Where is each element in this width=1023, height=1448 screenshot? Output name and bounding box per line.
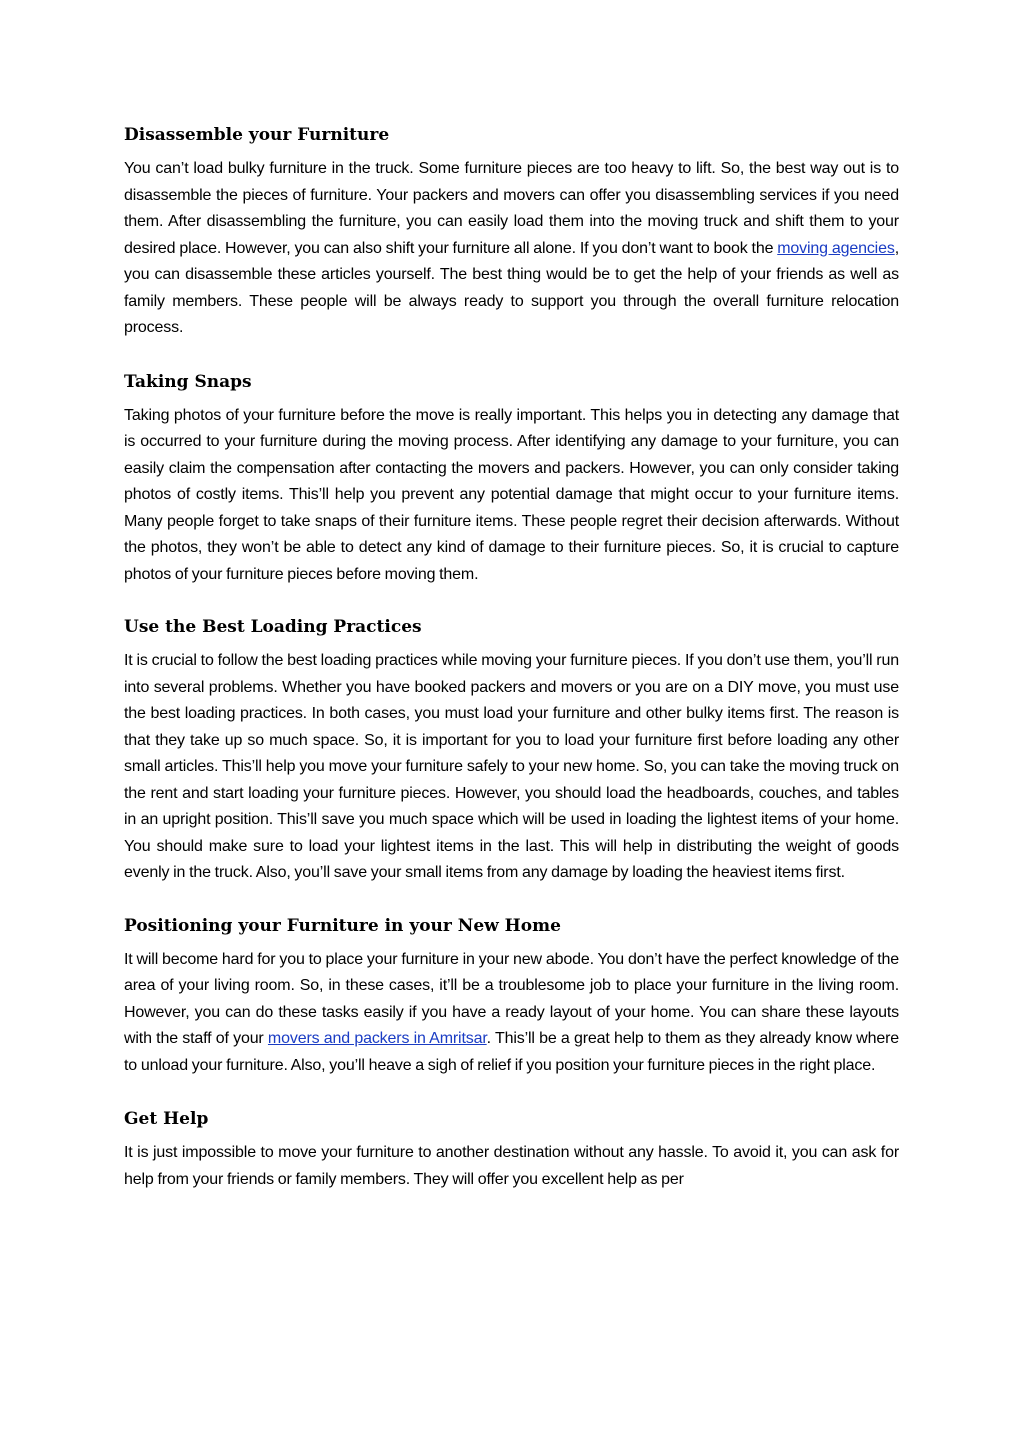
section-paragraph: Taking photos of your furniture before the move is really important. This helps you in detecting any damage that is occurred to your furniture during the moving process. After identifying any damage to your furniture, you can easily claim the compensation after contacting the movers and packers. However, you can only consider taking photos of costly items. This’ll help you prevent any potential damage that might occur to your furniture items. Many people forget to take snaps of their furniture items. These people regret their decision afterwards. Without the photos, they won’t be able to detect any kind of damage to their furniture pieces. So, it is crucial to capture photos of your furniture pieces before moving them. [124, 406, 899, 583]
document-page [124, 122, 899, 1220]
section-get-help [124, 1106, 899, 1193]
section-heading: Disassemble your Furniture [124, 125, 390, 145]
paragraph-text: , you can disassemble these articles yourself. The best thing would be to get the help of your friends as well as family members. These people will be always ready to support you through the overall furniture relocation process. [124, 239, 899, 336]
section-positioning [124, 913, 899, 1080]
paragraph-text: . This’ll be a great help to them as they already know where to unload your furniture. Also, you’ll heave a sigh of relief if you position your furniture pieces in the right place. [124, 1030, 899, 1074]
paragraph-text: It will become hard for you to place your furniture in your new abode. You don’t have the perfect knowledge of the area of your living room. So, in these cases, it’ll be a troublesome job to place your furniture in the living room. However, you can do these tasks easily if you have a ready layout of your home. You can share these layouts with the staff of your [124, 950, 899, 1047]
section-paragraph: It is just impossible to move your furniture to another destination without any hassle. To avoid it, you can ask for help from your friends or family members. They will offer you excellent help as per [124, 1144, 899, 1188]
section-loading-practices [124, 614, 899, 887]
section-heading: Taking Snaps [124, 371, 252, 392]
section-paragraph [124, 947, 899, 1080]
moving-agencies-link[interactable]: moving agencies [777, 239, 895, 257]
section-disassemble [124, 122, 899, 342]
paragraph-text: You can’t load bulky furniture in the truck. Some furniture pieces are too heavy to lift. So, the best way out is to disassemble the pieces of furniture. Your packers and movers can offer you disassembling services if you need them. After disassembling the furniture, you can easily load them into the moving truck and shift them to your desired place. However, you can also shift your furniture all alone. If you don’t want to book the [124, 160, 899, 257]
movers-packers-amritsar-link[interactable]: movers and packers in Amritsar [267, 1030, 487, 1047]
section-heading: Use the Best Loading Practices [124, 617, 422, 637]
section-paragraph: It is crucial to follow the best loading practices while moving your furniture pieces. If you don’t use them, you’ll run into several problems. Whether you have booked packers and movers or you are on a DIY move, you must use the best loading practices. In both cases, you must load your furniture and other bulky items first. The reason is that they take up so much space. So, it is important for you to load your furniture first before loading any other small articles. This’ll help you move your furniture safely to your new home. So, you can take the moving truck on the rent and start loading your furniture pieces. However, you should load the headboards, couches, and tables in an upright position. This’ll save you much space which will be used in loading the lightest items of your home. You should make sure to load your lightest items in the last. This will help in distributing the weight of goods evenly in the truck. Also, you’ll save your small items from any damage by loading the heaviest items first. [124, 652, 899, 881]
section-heading: Get Help [124, 1109, 209, 1129]
section-heading: Positioning your Furniture in your New Home [124, 915, 561, 936]
section-paragraph [124, 156, 899, 342]
section-taking-snaps [124, 369, 899, 589]
